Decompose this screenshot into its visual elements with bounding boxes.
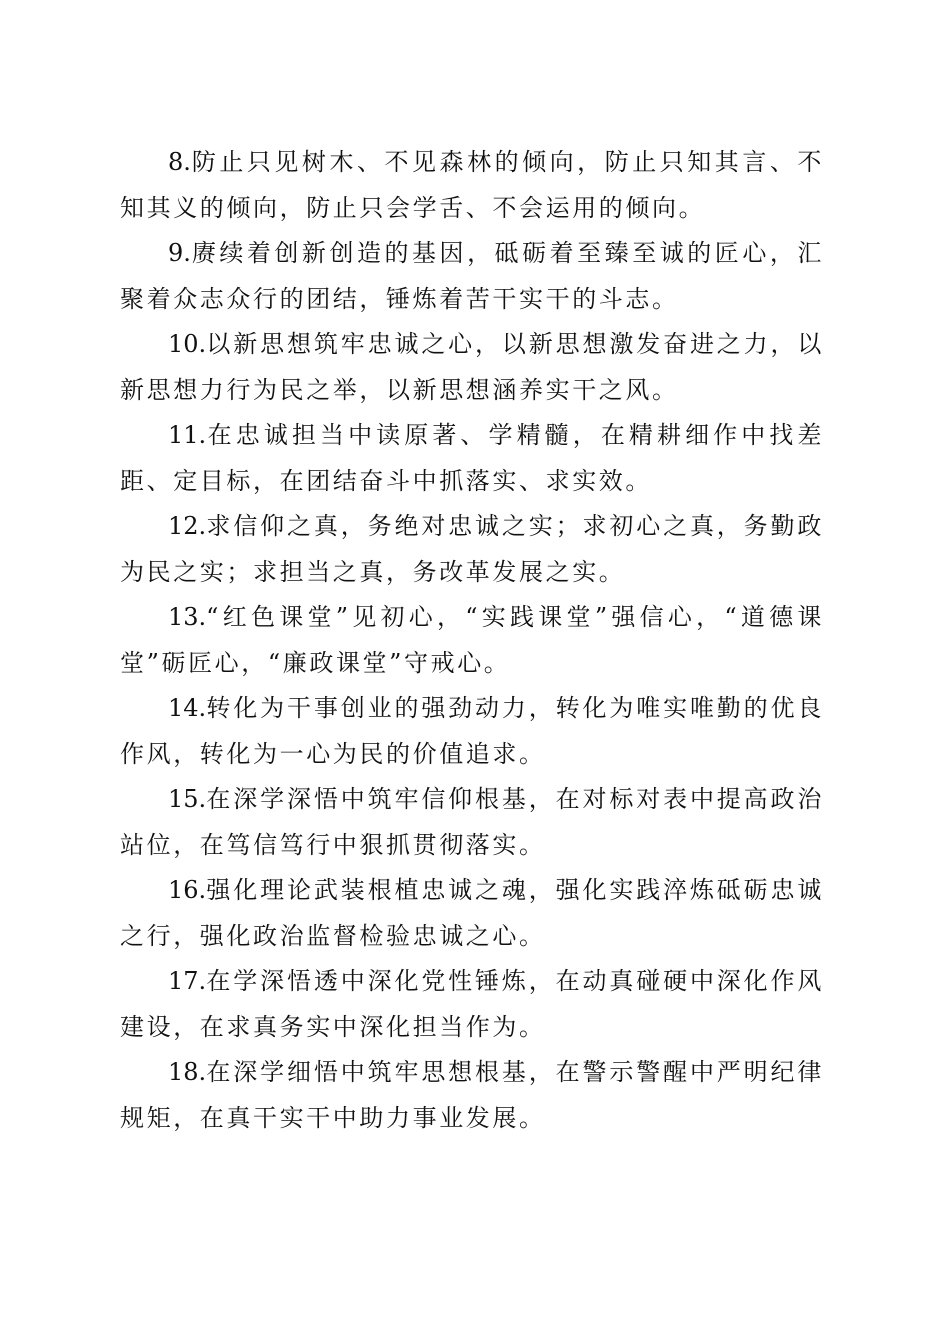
item-text: 强化理论武装根植忠诚之魂，强化实践淬炼砥砺忠诚之行，强化政治监督检验忠诚之心。 (120, 876, 824, 950)
list-item-12 (120, 504, 824, 595)
item-text: 在忠诚担当中读原著、学精髓，在精耕细作中找差距、定目标，在团结奋斗中抓落实、求实效。 (120, 421, 824, 495)
item-number: 13. (168, 603, 207, 631)
list-item-11 (120, 413, 824, 504)
item-number: 14. (168, 694, 207, 722)
list-item-17 (120, 959, 824, 1050)
item-text: 转化为干事创业的强劲动力，转化为唯实唯勤的优良作风，转化为一心为民的价值追求。 (120, 694, 824, 768)
document-page (120, 140, 824, 1141)
item-number: 12. (168, 512, 207, 540)
list-item-8 (120, 140, 824, 231)
item-text: 赓续着创新创造的基因，砥砺着至臻至诚的匠心，汇聚着众志众行的团结，锤炼着苦干实干的斗志。 (120, 239, 824, 313)
list-item-15 (120, 777, 824, 868)
item-number: 11. (168, 421, 207, 449)
list-item-10 (120, 322, 824, 413)
list-item-13 (120, 595, 824, 686)
item-text: “红色课堂”见初心，“实践课堂”强信心，“道德课堂”砺匠心，“廉政课堂”守戒心。 (120, 603, 824, 677)
item-text: 在深学细悟中筑牢思想根基，在警示警醒中严明纪律规矩，在真干实干中助力事业发展。 (120, 1058, 824, 1132)
list-item-9 (120, 231, 824, 322)
item-number: 8. (168, 148, 191, 176)
item-text: 在深学深悟中筑牢信仰根基，在对标对表中提高政治站位，在笃信笃行中狠抓贯彻落实。 (120, 785, 824, 859)
list-item-16 (120, 868, 824, 959)
list-item-18 (120, 1050, 824, 1141)
item-text: 防止只见树木、不见森林的倾向，防止只知其言、不知其义的倾向，防止只会学舌、不会运用的倾向。 (120, 148, 824, 222)
item-text: 求信仰之真，务绝对忠诚之实；求初心之真，务勤政为民之实；求担当之真，务改革发展之实。 (120, 512, 824, 586)
list-item-14 (120, 686, 824, 777)
item-number: 15. (168, 785, 207, 813)
item-number: 9. (168, 239, 191, 267)
item-number: 17. (168, 967, 207, 995)
item-number: 10. (168, 330, 207, 358)
item-text: 在学深悟透中深化党性锤炼，在动真碰硬中深化作风建设，在求真务实中深化担当作为。 (120, 967, 824, 1041)
item-text: 以新思想筑牢忠诚之心，以新思想激发奋进之力，以新思想力行为民之举，以新思想涵养实干之风。 (120, 330, 824, 404)
item-number: 18. (168, 1058, 207, 1086)
item-number: 16. (168, 876, 207, 904)
